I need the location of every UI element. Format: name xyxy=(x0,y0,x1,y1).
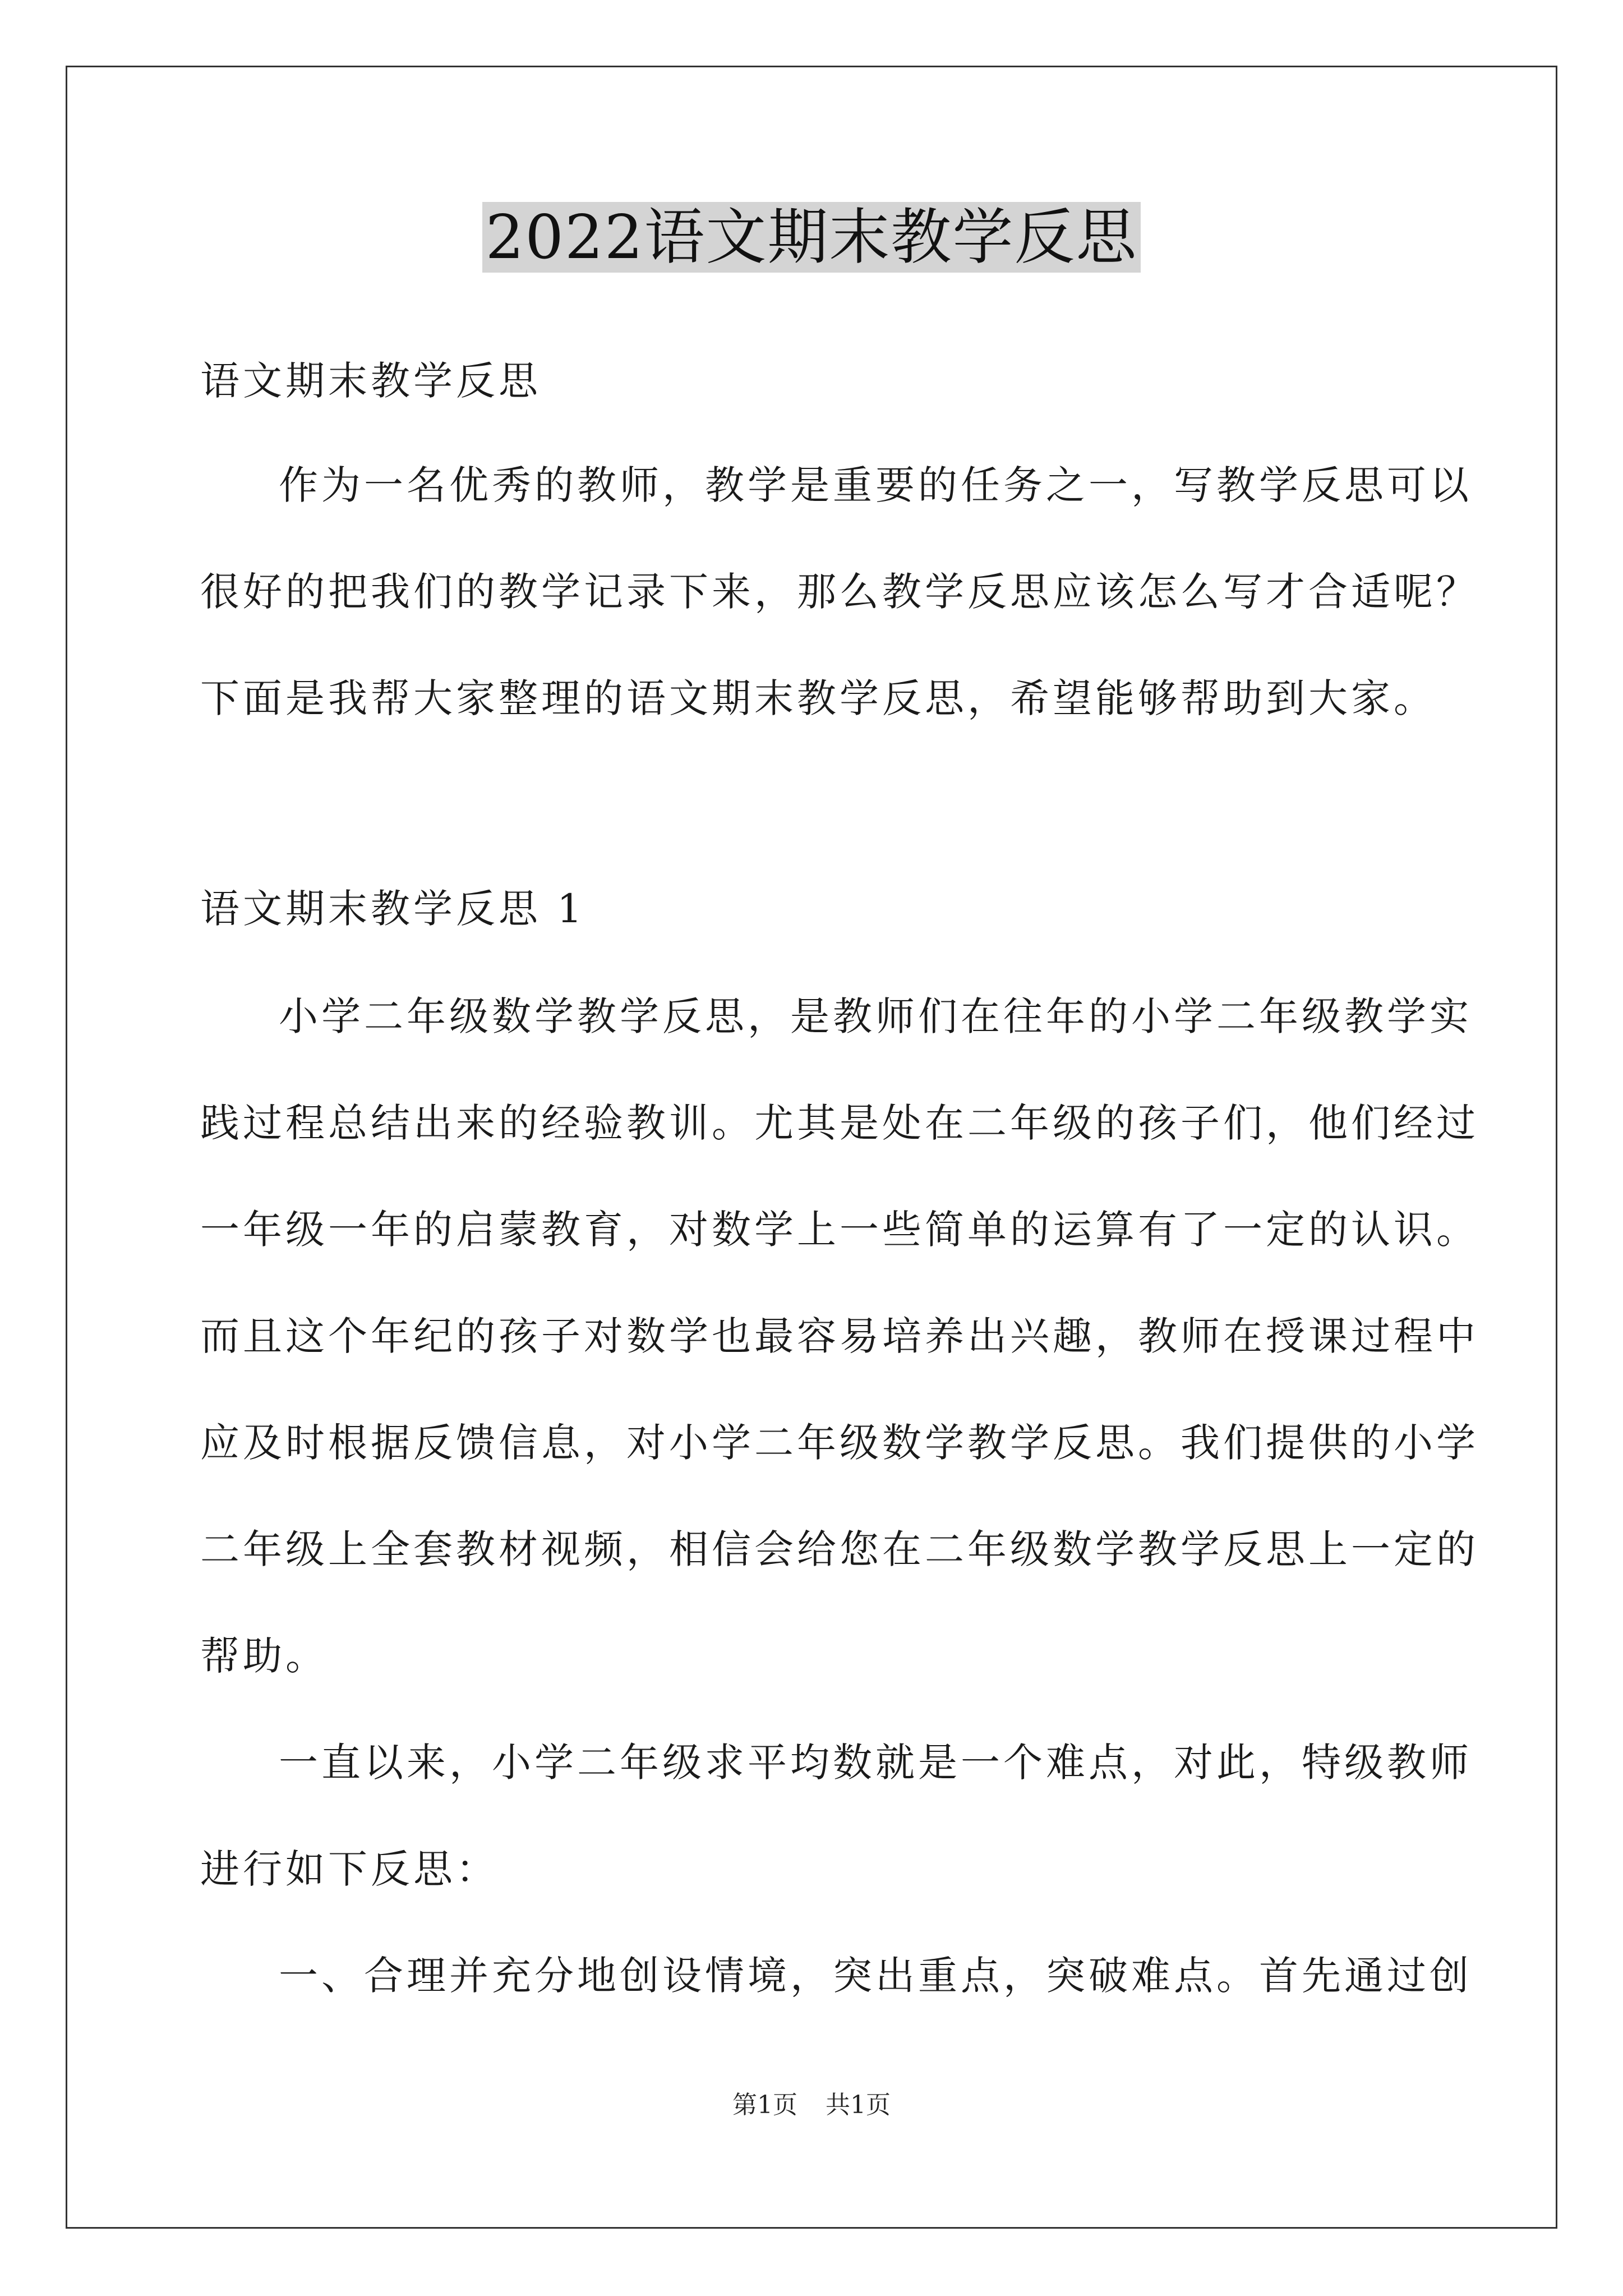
document-title-text: 2022语文期末教学反思 xyxy=(482,202,1141,273)
intro-line-1: 作为一名优秀的教师，教学是重要的任务之一，写教学反思可以 xyxy=(279,462,1472,508)
paragraph1-line-3: 一年级一年的启蒙教育，对数学上一些简单的运算有了一定的认识。 xyxy=(200,1207,1479,1253)
paragraph1-line-6: 二年级上全套教材视频，相信会给您在二年级数学教学反思上一定的 xyxy=(200,1526,1479,1572)
paragraph2-line-2: 进行如下反思： xyxy=(200,1846,499,1892)
paragraph2-line-1: 一直以来，小学二年级求平均数就是一个难点，对此，特级教师 xyxy=(279,1740,1472,1786)
intro-line-3: 下面是我帮大家整理的语文期末教学反思，希望能够帮助到大家。 xyxy=(200,675,1436,721)
paragraph1-line-2: 践过程总结出来的经验教训。尤其是处在二年级的孩子们，他们经过 xyxy=(200,1100,1479,1146)
paragraph1-line-7: 帮助。 xyxy=(200,1633,328,1679)
paragraph1-line-5: 应及时根据反馈信息，对小学二年级数学教学反思。我们提供的小学 xyxy=(200,1420,1479,1466)
paragraph1-line-1: 小学二年级数学教学反思，是教师们在往年的小学二年级教学实 xyxy=(279,993,1472,1039)
document-title xyxy=(0,202,1623,273)
page-footer xyxy=(0,2085,1623,2120)
paragraph3-line-1: 一、合理并充分地创设情境，突出重点，突破难点。首先通过创 xyxy=(279,1953,1472,1999)
document-subtitle: 语文期末教学反思 xyxy=(200,358,541,404)
page-number: 第1页 xyxy=(732,2091,797,2119)
intro-line-2: 很好的把我们的教学记录下来，那么教学反思应该怎么写才合适呢？ xyxy=(200,569,1479,615)
paragraph1-line-4: 而且这个年纪的孩子对数学也最容易培养出兴趣，教师在授课过程中 xyxy=(200,1313,1479,1359)
section-heading: 语文期末教学反思 1 xyxy=(200,886,585,932)
page-total: 共1页 xyxy=(826,2091,891,2119)
